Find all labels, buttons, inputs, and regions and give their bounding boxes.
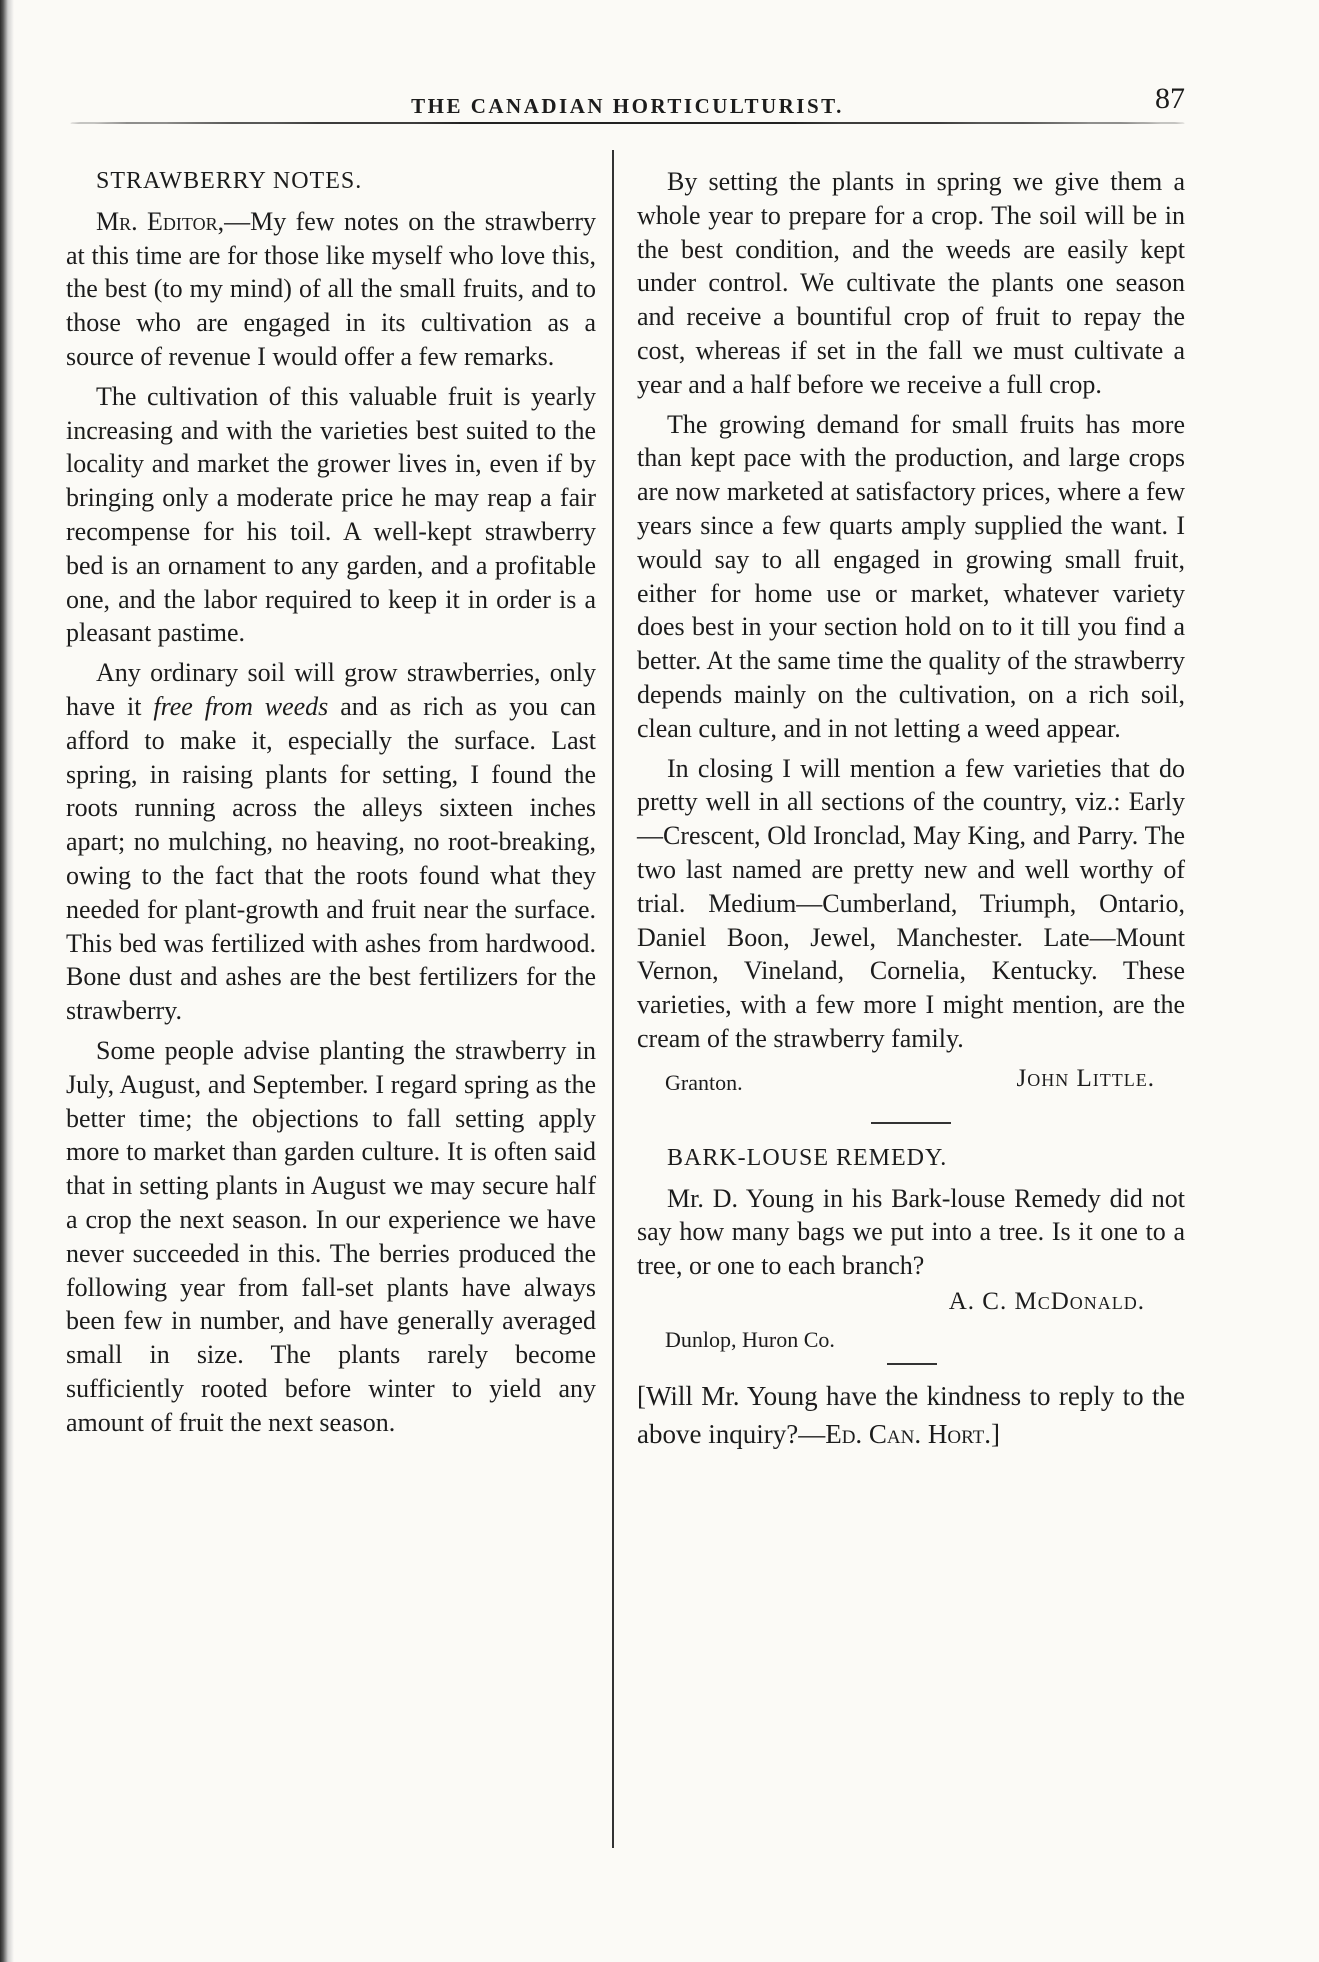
running-title: THE CANADIAN HORTICULTURIST. [411,94,844,118]
signature-place: Granton. [665,1069,743,1095]
article-title-bark-louse-remedy: BARK-LOUSE REMEDY. [667,1144,948,1171]
article-title-strawberry-notes: STRAWBERRY NOTES. [96,168,363,194]
page-number: 87 [1155,82,1185,115]
paragraph: Mr. D. Young in his Bark-louse Remedy did not say how many bags we put into a tree. Is it one to a tree, or one to each branch? [637,1183,1185,1281]
paragraph: By setting the plants in spring we give them a whole year to prepare for a crop. The soil will be in the best condition, and the weeds are easily kept under control. We cultivate the plants one season and receive a bountiful crop of fruit to repay the cost, whereas if set in the fall we must cultivate a year and a half before we receive a full crop. [637,167,1185,399]
right-column [637,165,1185,1453]
left-column [66,165,596,1439]
signature-line [637,1062,1185,1096]
signature-author: John Little. [1016,1064,1155,1092]
header-rule [70,122,1185,124]
paragraph: The cultivation of this valuable fruit is yearly increasing and with the varieties best suited to the locality and market the grower lives in, even if by bringing only a moderate price he may reap a fair recompense for his toil. A well-kept strawberry bed is an ornament to any garden, and a profitable one, and the labor required to keep it in order is a pleasant pastime. [66,381,596,648]
column-rule [612,150,614,1848]
paragraph: The growing demand for small fruits has more than kept pace with the production, and large crops are now marketed at satisfactory prices, where a few years since a few quarts amply supplied the want. I would say to all engaged in growing small fruit, either for home use or market, whatever variety does best in your section hold on to it till you find a better. At the same time the quality of the strawberry depends mainly on the cultivation, on a rich soil, clean culture, and in not letting a weed appear. [637,409,1185,743]
binding-edge [0,0,14,1962]
note-divider [887,1363,937,1365]
signature-author: A. C. McDonald. [948,1287,1145,1315]
signature-place: Dunlop, Huron Co. [665,1326,835,1352]
paragraph: Mr. Editor,—My few notes on the strawberry at this time are for those like myself who love this, the best (to my mind) of all the small fruits, and to those who are engaged in its cultivation as a source of revenue I would offer a few remarks. [66,206,596,371]
paragraph: Some people advise planting the strawberry in July, August, and September. I regard spring as the better time; the objections to fall setting apply more to market than garden culture. It is often said that in setting plants in August we may secure half a crop the next season. In our experience we have never succeeded in this. The berries produced the following year from fall-set plants have always been few in number, and have generally averaged small in size. The plants rarely become sufficiently rooted before winter to yield any amount of fruit the next season. [66,1035,596,1437]
page-header [70,82,1185,130]
paragraph: In closing I will mention a few varieties that do pretty well in all sections of the country, viz.: Early—Crescent, Old Ironclad, May King, and Parry. The two last named are pretty new and well worthy of trial. Medium—Cumberland, Triumph, Ontario, Daniel Boon, Jewel, Manchester. Late—Mount Vernon, Vineland, Cornelia, Kentucky. These varieties, with a few more I might mention, are the cream of the strawberry family. [637,753,1185,1053]
section-divider [871,1122,951,1124]
editor-signature: Ed. Can. Hort.] [825,1418,1000,1449]
emphasis: free from weeds [153,691,329,721]
editor-note: [Will Mr. Young have the kindness to reply to the above inquiry?—Ed. Can. Hort.] [637,1380,1185,1449]
paragraph: Any ordinary soil will grow strawberries, only have it free from weeds and as rich as you can afford to make it, especially the surface. Last spring, in raising plants for setting, I found the roots running across the alleys sixteen inches apart; no mulching, no heaving, no root-breaking, owing to the fact that the roots found what they needed for plant-growth and fruit near the surface. This bed was fertilized with ashes from hardwood. Bone dust and ashes are the best fertilizers for the strawberry. [66,658,597,1026]
salutation: Mr. Editor, [96,206,225,236]
